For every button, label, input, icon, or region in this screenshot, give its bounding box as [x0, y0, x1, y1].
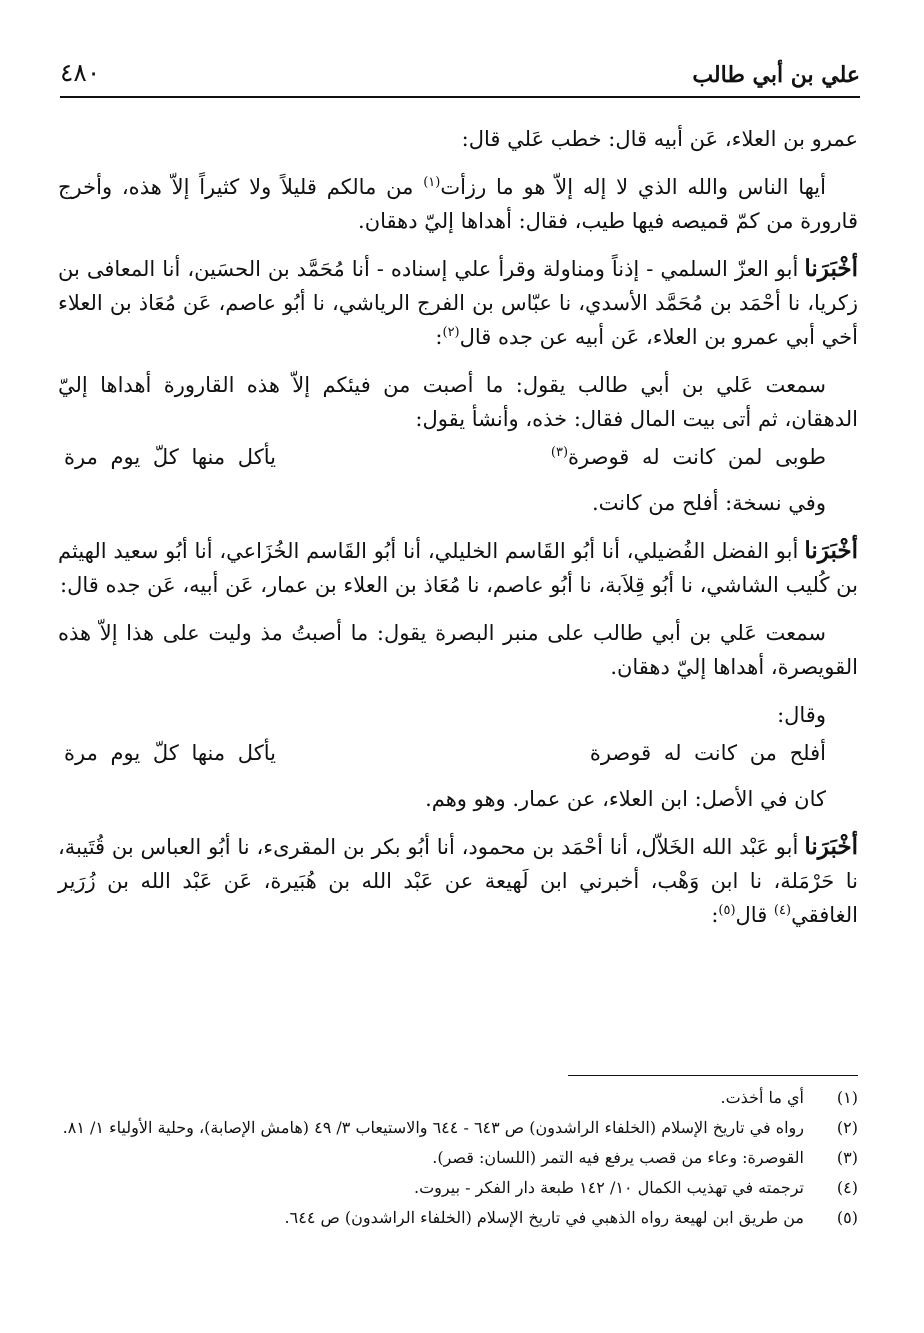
footnote-ref[interactable]: (٤): [773, 903, 792, 918]
footnote-text: أي ما أخذت.: [720, 1088, 804, 1107]
footnote-1: [58, 1085, 858, 1111]
verse-hemistich-right: [551, 440, 826, 474]
running-header: [60, 58, 860, 98]
main-text: [58, 122, 858, 946]
paragraph-text: أبو الفضل الفُضيلي، أنا أبُو القَاسم الخليلي، أنا أبُو القَاسم الخُزَاعي، أنا أبُو سعيد الهيثم بن كُليب الشاشي، نا أبُو قِلاَبة، نا أبُو عاصم، نا مُعَاذ بن العلاء بن عمار، عَن أبيه، عَن جده قال:: [58, 539, 858, 597]
running-title: علي بن أبي طالب: [692, 62, 860, 88]
paragraph-text: :: [435, 325, 443, 349]
paragraph-text: قال: [735, 903, 774, 927]
footnote-text: رواه في تاريخ الإسلام (الخلفاء الراشدون) ص ٦٤٣ - ٦٤٤ والاستيعاب ٣/ ٤٩ (هامش الإصابة)، وحلية الأولياء ١/ ٨١.: [62, 1118, 804, 1137]
paragraph-text: من مالكم قليلاً ولا كثيراً إلاّ هذه، وأخرج قارورة من كمّ قميصه فيها طيب، فقال: أهداها إليّ دهقان.: [58, 175, 858, 233]
page-number: ٤٨٠: [60, 58, 101, 87]
footnote-3: [58, 1145, 858, 1171]
paragraph-1: عمرو بن العلاء، عَن أبيه قال: خطب عَلي قال:: [461, 127, 858, 151]
footnote-ref[interactable]: (٥): [718, 903, 736, 918]
paragraph-8: سمعت عَلي بن أبي طالب على منبر البصرة يقول: ما أصبتُ مذ وليت على هذا إلاّ هذه القويصرة، أهداها إليّ دهقان.: [58, 621, 858, 679]
paragraph-3: [58, 252, 858, 354]
footnote-4: [58, 1175, 858, 1201]
footnote-rule: [568, 1075, 858, 1076]
verse-1: [58, 440, 858, 474]
verse-hemistich-left: يأكل منها كلّ يوم مرة: [64, 741, 276, 765]
hemistich-text: طوبى لمن كانت له قوصرة: [568, 445, 826, 469]
footnote-number: (٢): [836, 1118, 858, 1137]
paragraph-2: [58, 170, 858, 238]
footnote-number: (٤): [836, 1178, 858, 1197]
verse-hemistich-left: يأكل منها كلّ يوم مرة: [64, 445, 276, 469]
paragraph-9: وقال:: [777, 703, 826, 727]
paragraph-text: أبو عَبْد الله الخَلاّل، أنا أحْمَد بن محمود، أنا أبُو بكر بن المقرىء، نا أبُو العباس بن قُتَيبة، نا حَرْمَلة، نا ابن وَهْب، أخبرني ابن لَهيعة عن عَبْد الله بن هُبَيرة، عَن عَبْد الله بن زُرَير الغافقي: [58, 835, 858, 927]
paragraph-text: :: [711, 903, 719, 927]
footnote-number: (١): [836, 1088, 858, 1107]
paragraph-11: كان في الأصل: ابن العلاء، عن عمار. وهو وهم.: [425, 787, 826, 811]
footnote-2: [58, 1115, 858, 1141]
paragraph-6: وفي نسخة: أفلح من كانت.: [591, 491, 826, 515]
paragraph-12: [58, 830, 858, 932]
footnote-ref[interactable]: (٢): [442, 325, 460, 340]
paragraph-4: سمعت عَلي بن أبي طالب يقول: ما أصبت من فيئكم إلاّ هذه القارورة أهداها إليّ الدهقان، ثم أتى بيت المال فقال: خذه، وأنشأ يقول:: [58, 373, 858, 431]
footnote-number: (٣): [836, 1148, 858, 1167]
verse-hemistich-right: أفلح من كانت له قوصرة: [589, 741, 826, 765]
footnote-ref[interactable]: (١): [423, 175, 441, 190]
paragraph-text: أيها الناس والله الذي لا إله إلاّ هو ما رزأت: [440, 175, 826, 199]
footnote-text: القوصرة: وعاء من قصب يرفع فيه التمر (اللسان: قصر).: [432, 1148, 804, 1167]
lead-word: أخْبَرَنا: [804, 833, 858, 860]
footnotes: [58, 1085, 858, 1235]
footnote-text: ترجمته في تهذيب الكمال ١٠/ ١٤٢ طبعة دار الفكر - بيروت.: [414, 1178, 804, 1197]
footnote-number: (٥): [836, 1208, 858, 1227]
footnote-text: من طريق ابن لهيعة رواه الذهبي في تاريخ الإسلام (الخلفاء الراشدون) ص ٦٤٤.: [284, 1208, 804, 1227]
lead-word: أخْبَرَنا: [804, 255, 858, 282]
paragraph-text: أبو العزّ السلمي - إذناً ومناولة وقرأ علي إسناده - أنا مُحَمَّد بن الحسَين، أنا المعافى بن زكريا، نا أحْمَد بن مُحَمَّد الأسدي، نا عبّاس بن الفرج الرياشي، نا أبُو عاصم، عَن مُعَاذ بن العلاء أخي أبي عمرو بن العلاء، عَن أبيه عن جده قال: [58, 257, 858, 349]
paragraph-7: [58, 534, 858, 602]
footnote-ref[interactable]: (٣): [550, 445, 569, 460]
verse-2: [58, 736, 858, 770]
footnote-5: [58, 1205, 858, 1231]
header-rule: [60, 96, 860, 98]
lead-word: أخْبَرَنا: [804, 537, 858, 564]
